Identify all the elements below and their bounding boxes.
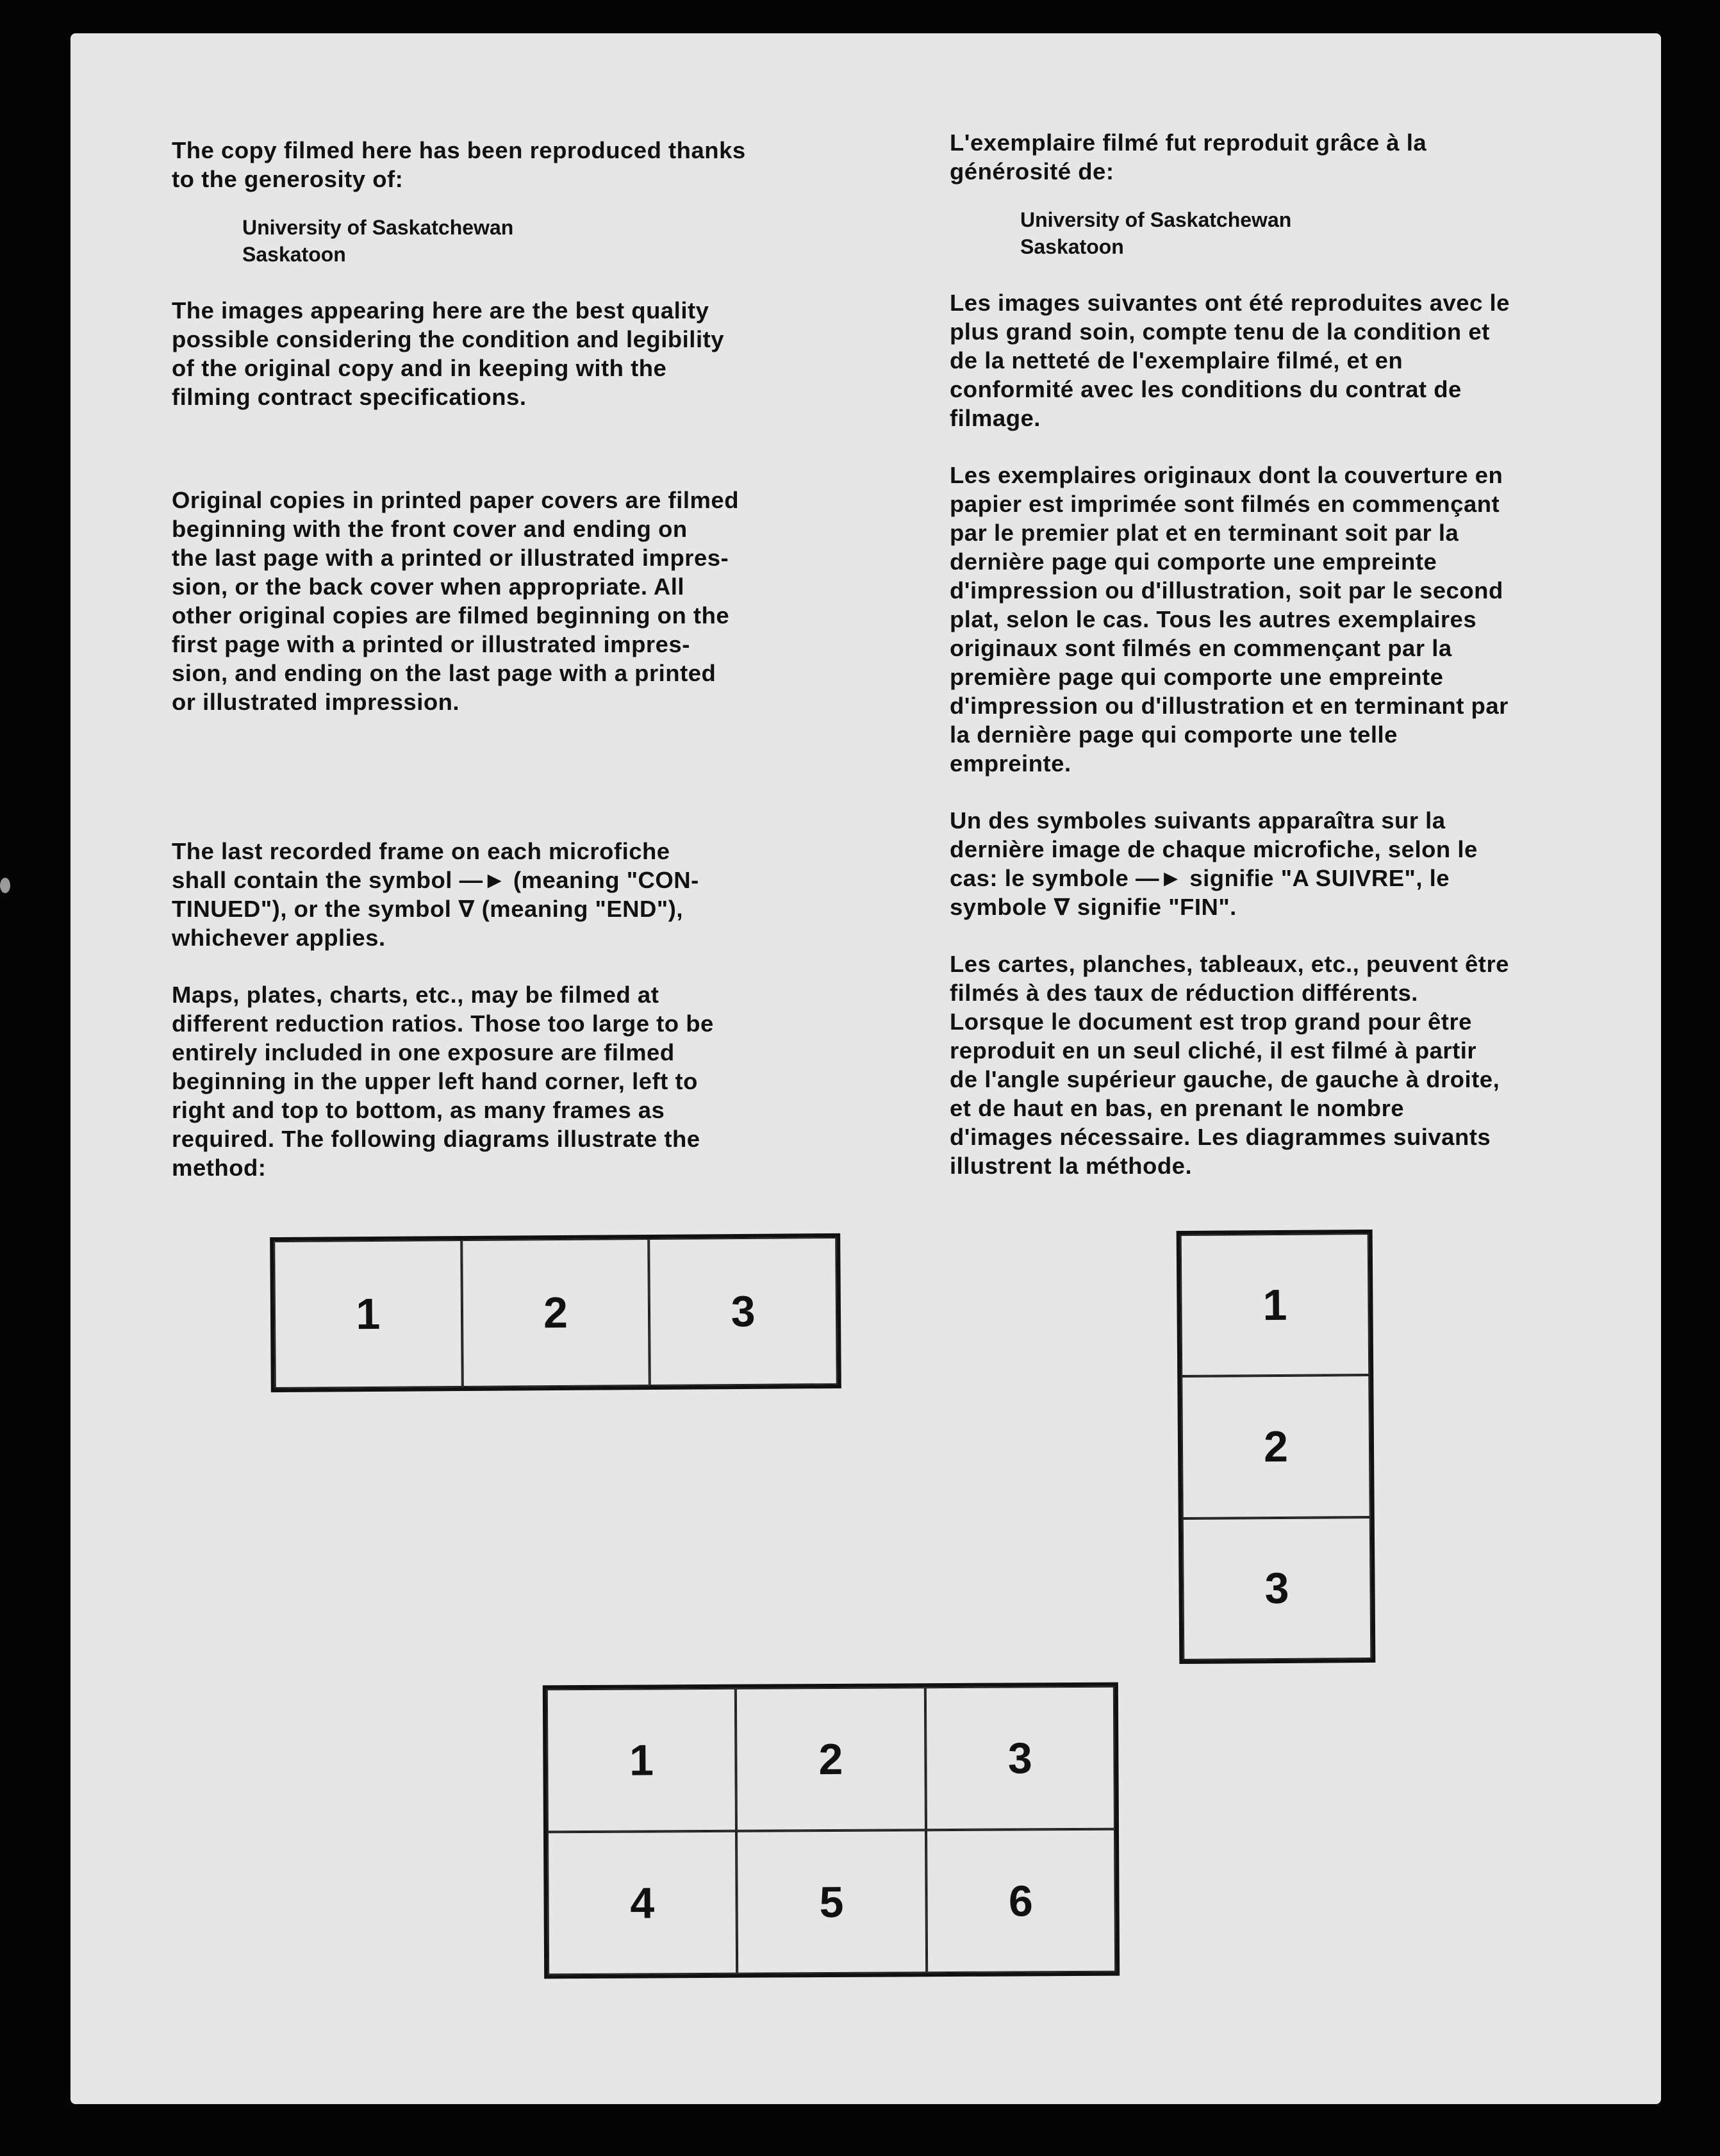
horizontal-frame-diagram <box>270 1233 841 1392</box>
frame-cell: 1 <box>274 1240 462 1388</box>
fr-symbol-text-a: Un des symboles suivants apparaîtra sur la dernière image de chaque microfiche, selon le cas: le symbole <box>950 807 1478 891</box>
frame-cell: 1 <box>547 1688 736 1832</box>
fr-maps-statement: Les cartes, planches, tableaux, etc., peuvent être filmés à des taux de réduction différents. Lorsque le document est trop grand pour être reproduit en un seul cliché, il est filmé à partir de l'angle supérieur gauche, de gauche à droite, et de haut en bas, en prenant le nombre d'images nécessaire. Les diagrammes suivants illustrent la méthode. <box>950 951 1509 1179</box>
frame-cell: 3 <box>1182 1517 1372 1660</box>
en-symbol-text-b: (meaning "CON- TINUED"), or the symbol <box>172 867 699 922</box>
end-triangle-icon: ∇ <box>458 896 475 922</box>
vertical-frame-diagram <box>1177 1230 1376 1664</box>
en-original-copies-statement: Original copies in printed paper covers are filmed beginning with the front cover and ending on the last page with a printed or illustrated impres- sion, or the back cover when appropriate. All other original copies are filmed beginning on the first page with a printed or illustrated impres- sion, and ending on the last page with a printed or illustrated impression. <box>172 487 740 715</box>
fr-acknowledgement: L'exemplaire filmé fut reproduit grâce à la générosité de: <box>950 129 1427 185</box>
french-column <box>950 128 1667 1180</box>
en-symbol-text-a: The last recorded frame on each microfiche shall contain the symbol <box>172 838 670 893</box>
english-column <box>172 136 896 1182</box>
frame-cell: 2 <box>736 1687 925 1831</box>
fr-symbol-text-b: signifie "A SUIVRE", le symbole <box>950 865 1450 920</box>
frame-cell: 6 <box>926 1829 1116 1973</box>
film-speck <box>0 878 10 893</box>
frame-cell: 5 <box>736 1830 926 1974</box>
fr-symbol-text-c: signifie "FIN". <box>1070 894 1237 920</box>
en-quality-statement: The images appearing here are the best quality possible considering the condition and legibility of the original copy and in keeping with the filming contract specifications. <box>172 297 725 410</box>
fin-triangle-icon: ∇ <box>1054 894 1071 920</box>
fr-institution: University of Saskatchewan Saskatoon <box>1020 208 1292 258</box>
frame-cell: 4 <box>547 1831 737 1975</box>
frame-cell: 3 <box>925 1686 1115 1831</box>
fr-original-copies-statement: Les exemplaires originaux dont la couverture en papier est imprimée sont filmés en commençant par le premier plat et en terminant soit par la dernière page qui comporte une empreinte d'impression ou d'illustration, soit par le second plat, selon le cas. Tous les autres exemplaires originaux sont filmés en commençant par la première page qui comporte une empreinte d'impression ou d'illustration et en terminant par la dernière page qui comporte une telle empreinte. <box>950 462 1509 777</box>
suivre-arrow-icon: —► <box>1136 865 1183 891</box>
continued-arrow-icon: —► <box>459 867 507 893</box>
en-acknowledgement: The copy filmed here has been reproduced thanks to the generosity of: <box>172 137 746 192</box>
frame-cell: 3 <box>649 1237 838 1386</box>
fr-symbol-statement <box>950 806 1667 921</box>
frame-cell: 1 <box>1180 1233 1370 1376</box>
fr-quality-statement: Les images suivantes ont été reproduites avec le plus grand soin, compte tenu de la condition et de la netteté de l'exemplaire filmé, et en conformité avec les conditions du contrat de filmage. <box>950 290 1510 431</box>
en-maps-statement: Maps, plates, charts, etc., may be filmed at different reduction ratios. Those too large to be entirely included in one exposure are filmed beginning in the upper left hand corner, left to right and top to bottom, as many frames as required. The following diagrams illustrate the method: <box>172 982 714 1181</box>
frame-cell: 2 <box>461 1238 650 1387</box>
en-institution: University of Saskatchewan Saskatoon <box>242 216 514 266</box>
en-symbol-text-c: (meaning "END"), whichever applies. <box>172 896 683 951</box>
frame-cell: 2 <box>1181 1375 1371 1518</box>
grid-frame-diagram <box>543 1683 1120 1979</box>
en-symbol-statement <box>172 837 896 952</box>
